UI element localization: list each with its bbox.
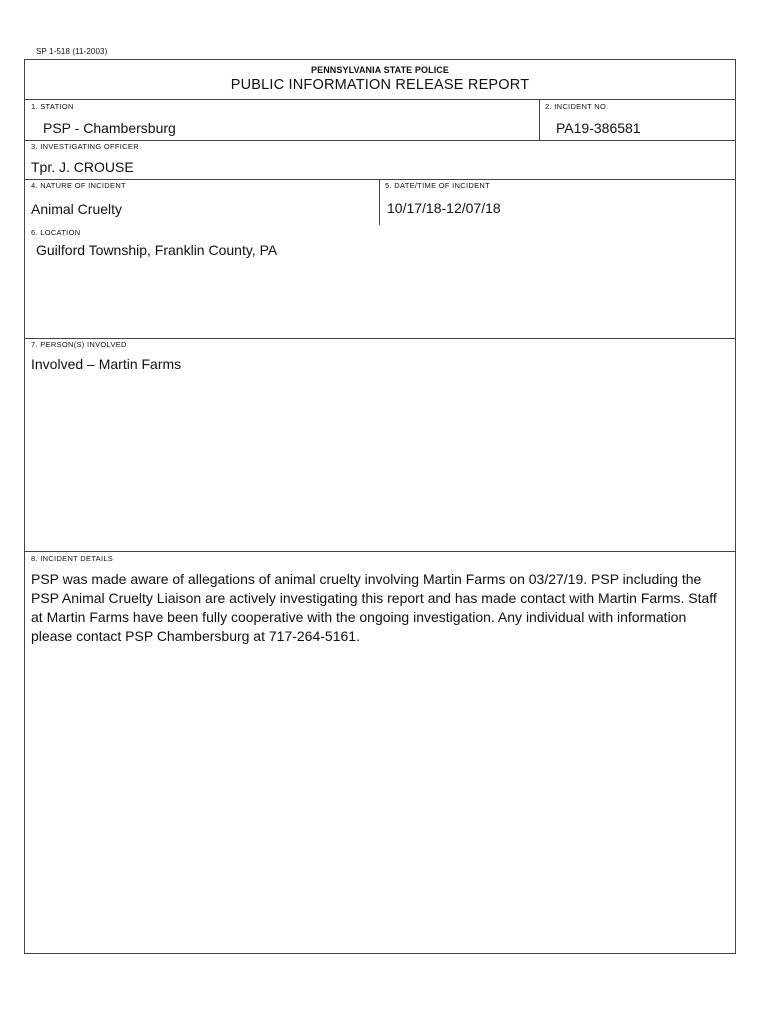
nature-label: 4. NATURE OF INCIDENT	[31, 181, 126, 190]
date-time-value: 10/17/18-12/07/18	[387, 200, 501, 216]
details-label: 8. INCIDENT DETAILS	[31, 554, 114, 563]
station-divider	[539, 100, 540, 140]
persons-label: 7. PERSON(S) INVOLVED	[31, 340, 127, 349]
date-time-label: 5. DATE/TIME OF INCIDENT	[385, 181, 490, 190]
location-label: 6. LOCATION	[31, 228, 81, 237]
form-code: SP 1-518 (11-2003)	[36, 47, 108, 56]
persons-value: Involved – Martin Farms	[31, 356, 182, 372]
row-divider	[25, 551, 735, 552]
officer-value: Tpr. J. CROUSE	[31, 159, 134, 175]
row-divider	[25, 338, 735, 339]
agency-name: PENNSYLVANIA STATE POLICE	[310, 65, 449, 75]
row-divider	[25, 179, 735, 180]
nature-divider	[379, 179, 380, 225]
location-value: Guilford Township, Franklin County, PA	[36, 242, 278, 258]
station-label: 1. STATION	[31, 102, 74, 111]
nature-value: Animal Cruelty	[31, 201, 123, 217]
row-divider	[25, 140, 735, 141]
incident-no-value: PA19-386581	[556, 120, 641, 136]
station-value: PSP - Chambersburg	[43, 120, 176, 136]
incident-no-label: 2. INCIDENT NO.	[545, 102, 609, 111]
form-header	[25, 60, 735, 100]
release-report-form	[24, 59, 736, 954]
report-title: PUBLIC INFORMATION RELEASE REPORT	[230, 77, 530, 93]
details-value: PSP was made aware of allegations of animal cruelty involving Martin Farms on 03/27/19. PSP including the PSP Animal Cruelty Liaison are actively investigating this report and has made contact with Martin Farms. Staff at Martin Farms have been fully cooperative with the ongoing investigation. Any individual with information please contact PSP Chambersburg at 717-264-5161.	[31, 571, 717, 644]
officer-label: 3. INVESTIGATING OFFICER	[31, 142, 139, 151]
